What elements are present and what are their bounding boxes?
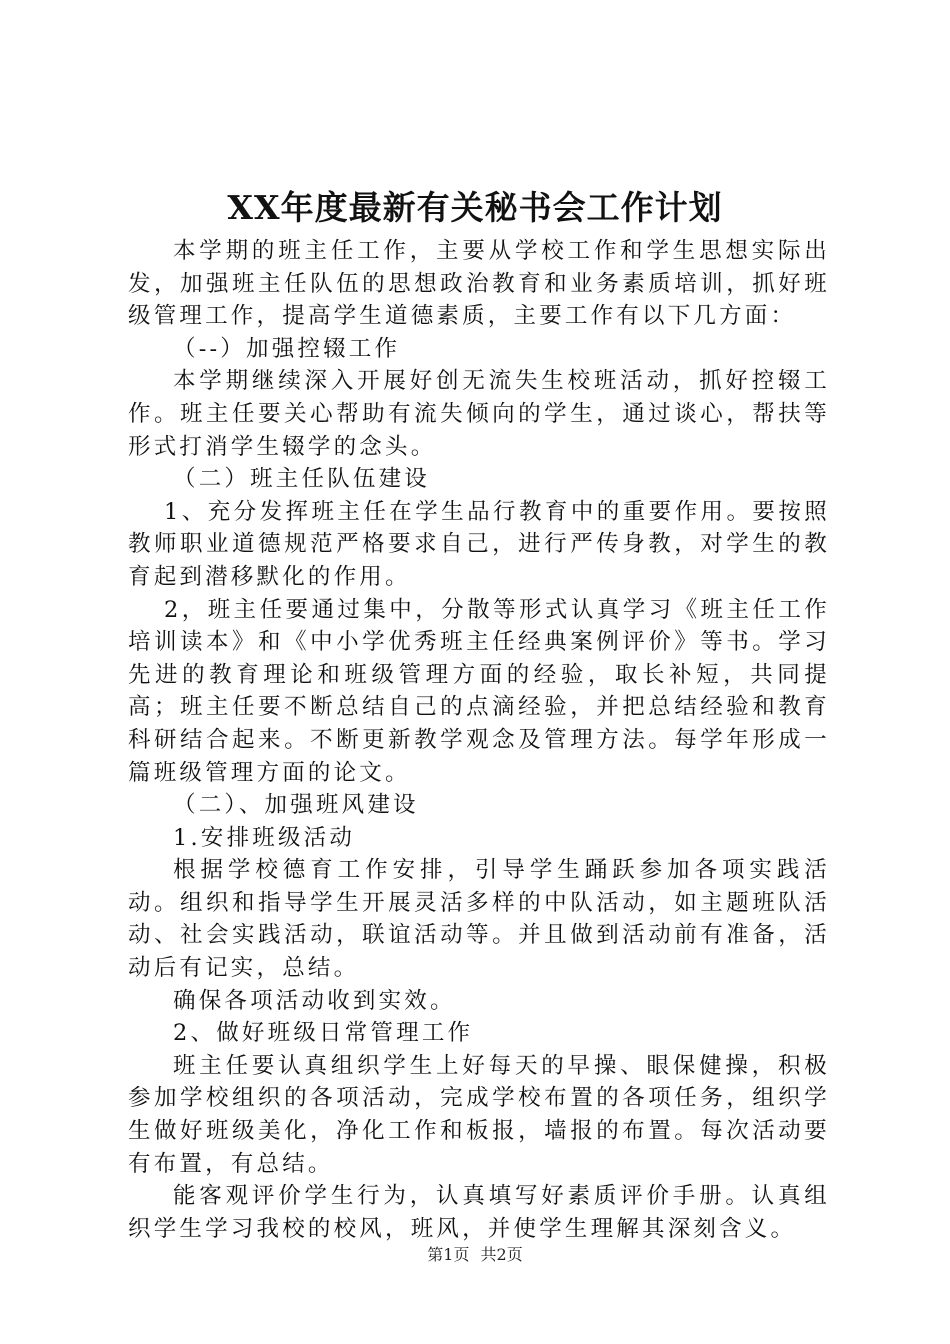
document-title: XX年度最新有关秘书会工作计划 [227,188,723,227]
paragraph: 班主任要认真组织学生上好每天的早操、眼保健操，积极参加学校组织的各项活动，完成学校布置的各项任务，组织学生做好班级美化，净化工作和板报，墙报的布置。每次活动要有布置，有总结。 [128,1052,830,1177]
subsection-heading: 2、做好班级日常管理工作 [173,1020,474,1047]
subsection-heading: 1.安排班级活动 [173,824,356,851]
section-heading: （二）班主任队伍建设 [173,466,431,493]
page-footer [0,1244,950,1266]
paragraph: 1、充分发挥班主任在学生品行教育中的重要作用。要按照教师职业道德规范严格要求自己，进行严传身教，对学生的教育起到潜移默化的作用。 [128,498,830,590]
page-number: 第1页 [427,1245,470,1264]
paragraph: 根据学校德育工作安排，引导学生踊跃参加各项实践活动。组织和指导学生开展灵活多样的中队活动，如主题班队活动、社会实践活动，联谊活动等。并且做到活动前有准备，活动后有记实，总结。 [128,857,830,982]
paragraph: 确保各项活动收到实效。 [173,987,456,1014]
section-heading: （--）加强控辍工作 [173,335,401,362]
paragraph: 能客观评价学生行为，认真填写好素质评价手册。认真组织学生学习我校的校风，班风，并使学生理解其深刻含义。 [128,1183,830,1242]
paragraph: 本学期的班主任工作，主要从学校工作和学生思想实际出发，加强班主任队伍的思想政治教育和业务素质培训，抓好班级管理工作，提高学生道德素质，主要工作有以下几方面： [128,238,830,330]
page-total: 共2页 [480,1245,523,1264]
document-body [128,235,830,1245]
section-heading: （二）、加强班风建设 [173,792,419,819]
paragraph: 本学期继续深入开展好创无流失生校班活动，抓好控辍工作。班主任要关心帮助有流失倾向的学生，通过谈心，帮扶等形式打消学生辍学的念头。 [128,368,830,460]
paragraph: 2，班主任要通过集中，分散等形式认真学习《班主任工作培训读本》和《中小学优秀班主任经典案例评价》等书。学习先进的教育理论和班级管理方面的经验，取长补短，共同提高；班主任要不断总结自己的点滴经验，并把总结经验和教育科研结合起来。不断更新教学观念及管理方法。每学年形成一篇班级管理方面的论文。 [128,596,830,786]
